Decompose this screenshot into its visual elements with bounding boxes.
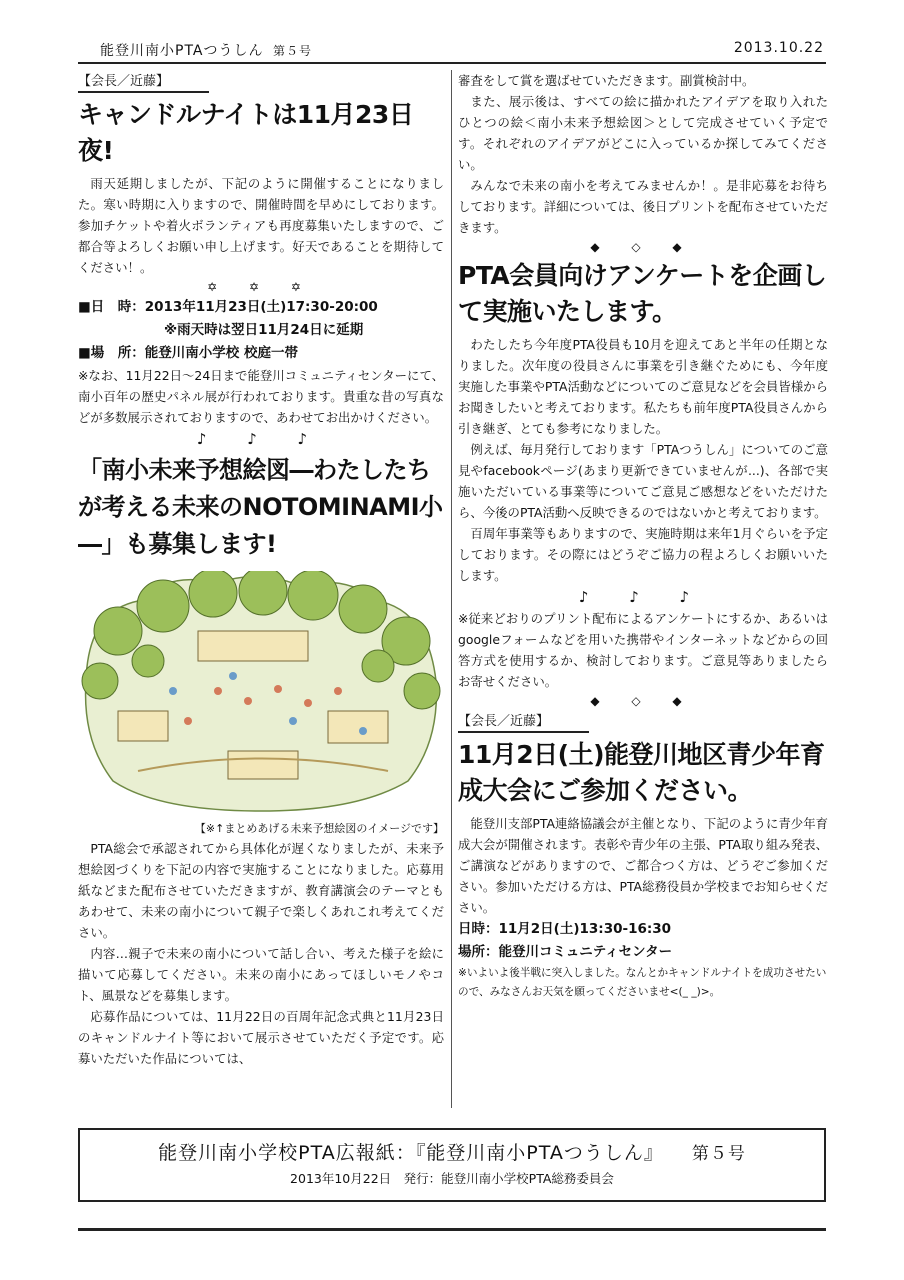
header-issue: 第５号: [272, 44, 312, 58]
footer-publisher: 2013年10月22日 発行：能登川南小学校PTA総務委員会: [290, 1171, 614, 1186]
candle-night-headline: キャンドルナイトは11月23日夜!: [78, 100, 414, 165]
event-place-line: ■場 所：能登川南小学校 校庭一帯: [78, 345, 298, 361]
survey-method-paragraph: ※従来どおりのプリント配布によるアンケートにするか、あるいはgoogleフォームなどを用いた携帯やインターネットなどからの回答方式を使用するか、検討しております。ご意見等ありましたらお寄せください。: [458, 611, 828, 689]
closing-note: ※いよいよ後半戦に突入しました。なんとかキャンドルナイトを成功させたいので、みなさんお天気を願ってくださいませ<(_ _)>。: [458, 967, 827, 998]
youth-meeting-paragraph: 能登川支部PTA連絡協議会が主催となり、下記のように青少年育成大会が開催されます。表彰や青少年の主張、PTA取り組み発表、ご講演などがありますので、ご都合つく方は、どうぞご参加ください。参加いただける方は、PTA総務役員か学校までお知らせください。: [458, 816, 828, 915]
future-map-illustration: [78, 571, 444, 816]
future-map-paragraph-2: 内容…親子で未来の南小について話し合い、考えた様子を絵に描いて応募してください。未来の南小にあってほしいモノやコト、風景などを募集します。: [78, 946, 444, 1003]
header-title-block: [100, 40, 312, 60]
survey-headline: PTA会員向けアンケートを企画して実施いたします。: [458, 261, 827, 326]
music-note-divider: ♪ ♪ ♪: [196, 430, 326, 448]
author-tag: 【会長／近藤】: [78, 73, 209, 93]
diamond-divider: ◆ ◇ ◆: [590, 240, 696, 254]
judging-paragraph: 審査をして賞を選ばせていただきます。副賞検討中。: [458, 73, 755, 88]
youth-meeting-place: 場所：能登川コミュニティセンター: [458, 944, 673, 960]
music-note-divider-right: ♪ ♪ ♪: [578, 588, 708, 606]
event-date-line: ■日 時：2013年11月23日(土)17:30-20:00: [78, 299, 378, 315]
footer-title-line: [80, 1138, 824, 1165]
footer-issue: 第５号: [691, 1144, 746, 1164]
survey-paragraph-3: 百周年事業等もありますので、実施時期は来年1月ぐらいを予定しております。その際にはどうぞご協力の程よろしくお願いいたします。: [458, 526, 828, 583]
candle-night-paragraph: 雨天延期しましたが、下記のように開催することになりました。寒い時期に入りますので、開催時間を早めにしております。参加チケットや着火ボランティアも再度募集いたしますので、ご都合等よろしくお願い申し上げます。好天であることを期待してください！。: [78, 176, 444, 275]
call-for-entries-paragraph: みんなで未来の南小を考えてみませんか！。是非応募をお待ちしております。詳細については、後日プリントを配布させていただきます。: [458, 178, 828, 235]
history-panel-paragraph: ※なお、11月22日～24日まで能登川コミュニティセンターにて、南小百年の歴史パネル展が行われております。貴重な昔の写真などが多数展示されておりますので、あわせてお出かけください。: [78, 368, 444, 425]
left-column: [78, 70, 444, 1069]
rain-date-line: ※雨天時は翌日11月24日に延期: [164, 322, 364, 338]
future-map-paragraph-1: PTA総会で承認されてから具体化が遅くなりましたが、未来予想絵図づくりを下記の内容で実施することになりました。応募用紙などまた配布させていただきますが、教育講演会のテーマともあわせて、未来の南小について親子で楽しくあれこれ考えてください。: [78, 841, 444, 940]
bottom-rule: [78, 1228, 826, 1231]
youth-meeting-headline: 11月2日(土)能登川地区青少年育成大会にご参加ください。: [458, 740, 825, 805]
footer-box: [78, 1128, 826, 1202]
page-header: [78, 38, 826, 64]
completion-paragraph: また、展示後は、すべての絵に描かれたアイデアを取り入れたひとつの絵＜南小未来予想絵図＞として完成させていく予定です。それぞれのアイデアがどこに入っているか探してみてください。: [458, 94, 828, 172]
survey-paragraph-1: わたしたち今年度PTA役員も10月を迎えてあと半年の任期となりました。次年度の役員さんに事業を引き継ぐためにも、今年度実施した事業やPTA活動などについてのご意見などを会員皆様からお聞きしたいと考えております。私たちも前年度PTA役員さんから引き継ぎ、とても参考になりました。: [458, 337, 828, 436]
future-map-paragraph-3: 応募作品については、11月22日の百周年記念式典と11月23日のキャンドルナイト等において展示させていただく予定です。応募いただいた作品については、: [78, 1009, 444, 1066]
header-title: 能登川南小PTAつうしん: [100, 43, 264, 59]
illustration-caption: 【※↑まとめあげる未来予想絵図のイメージです】: [194, 822, 444, 835]
youth-meeting-date: 日時：11月2日(土)13:30-16:30: [458, 921, 672, 937]
author-tag-right: 【会長／近藤】: [458, 713, 589, 733]
column-divider: [451, 70, 452, 1108]
header-date: 2013.10.22: [733, 40, 824, 56]
future-map-headline: 「南小未来予想絵図―わたしたちが考える未来のNOTOMINAMI小―」も募集します!: [78, 456, 443, 558]
diamond-divider-2: ◆ ◇ ◆: [590, 694, 696, 708]
survey-paragraph-2: 例えば、毎月発行しております「PTAつうしん」についてのご意見やfacebookページ(あまり更新できていませんが...)、各部で実施いただいている事業等についてご意見ご感想などをいただけたら、今後のPTA活動へ反映できるのではないかと考えております。: [458, 442, 828, 520]
right-column: [458, 70, 828, 1002]
star-divider: ✡ ✡ ✡: [207, 280, 315, 294]
footer-title: 能登川南小学校PTA広報紙：『能登川南小PTAつうしん』: [158, 1142, 664, 1164]
